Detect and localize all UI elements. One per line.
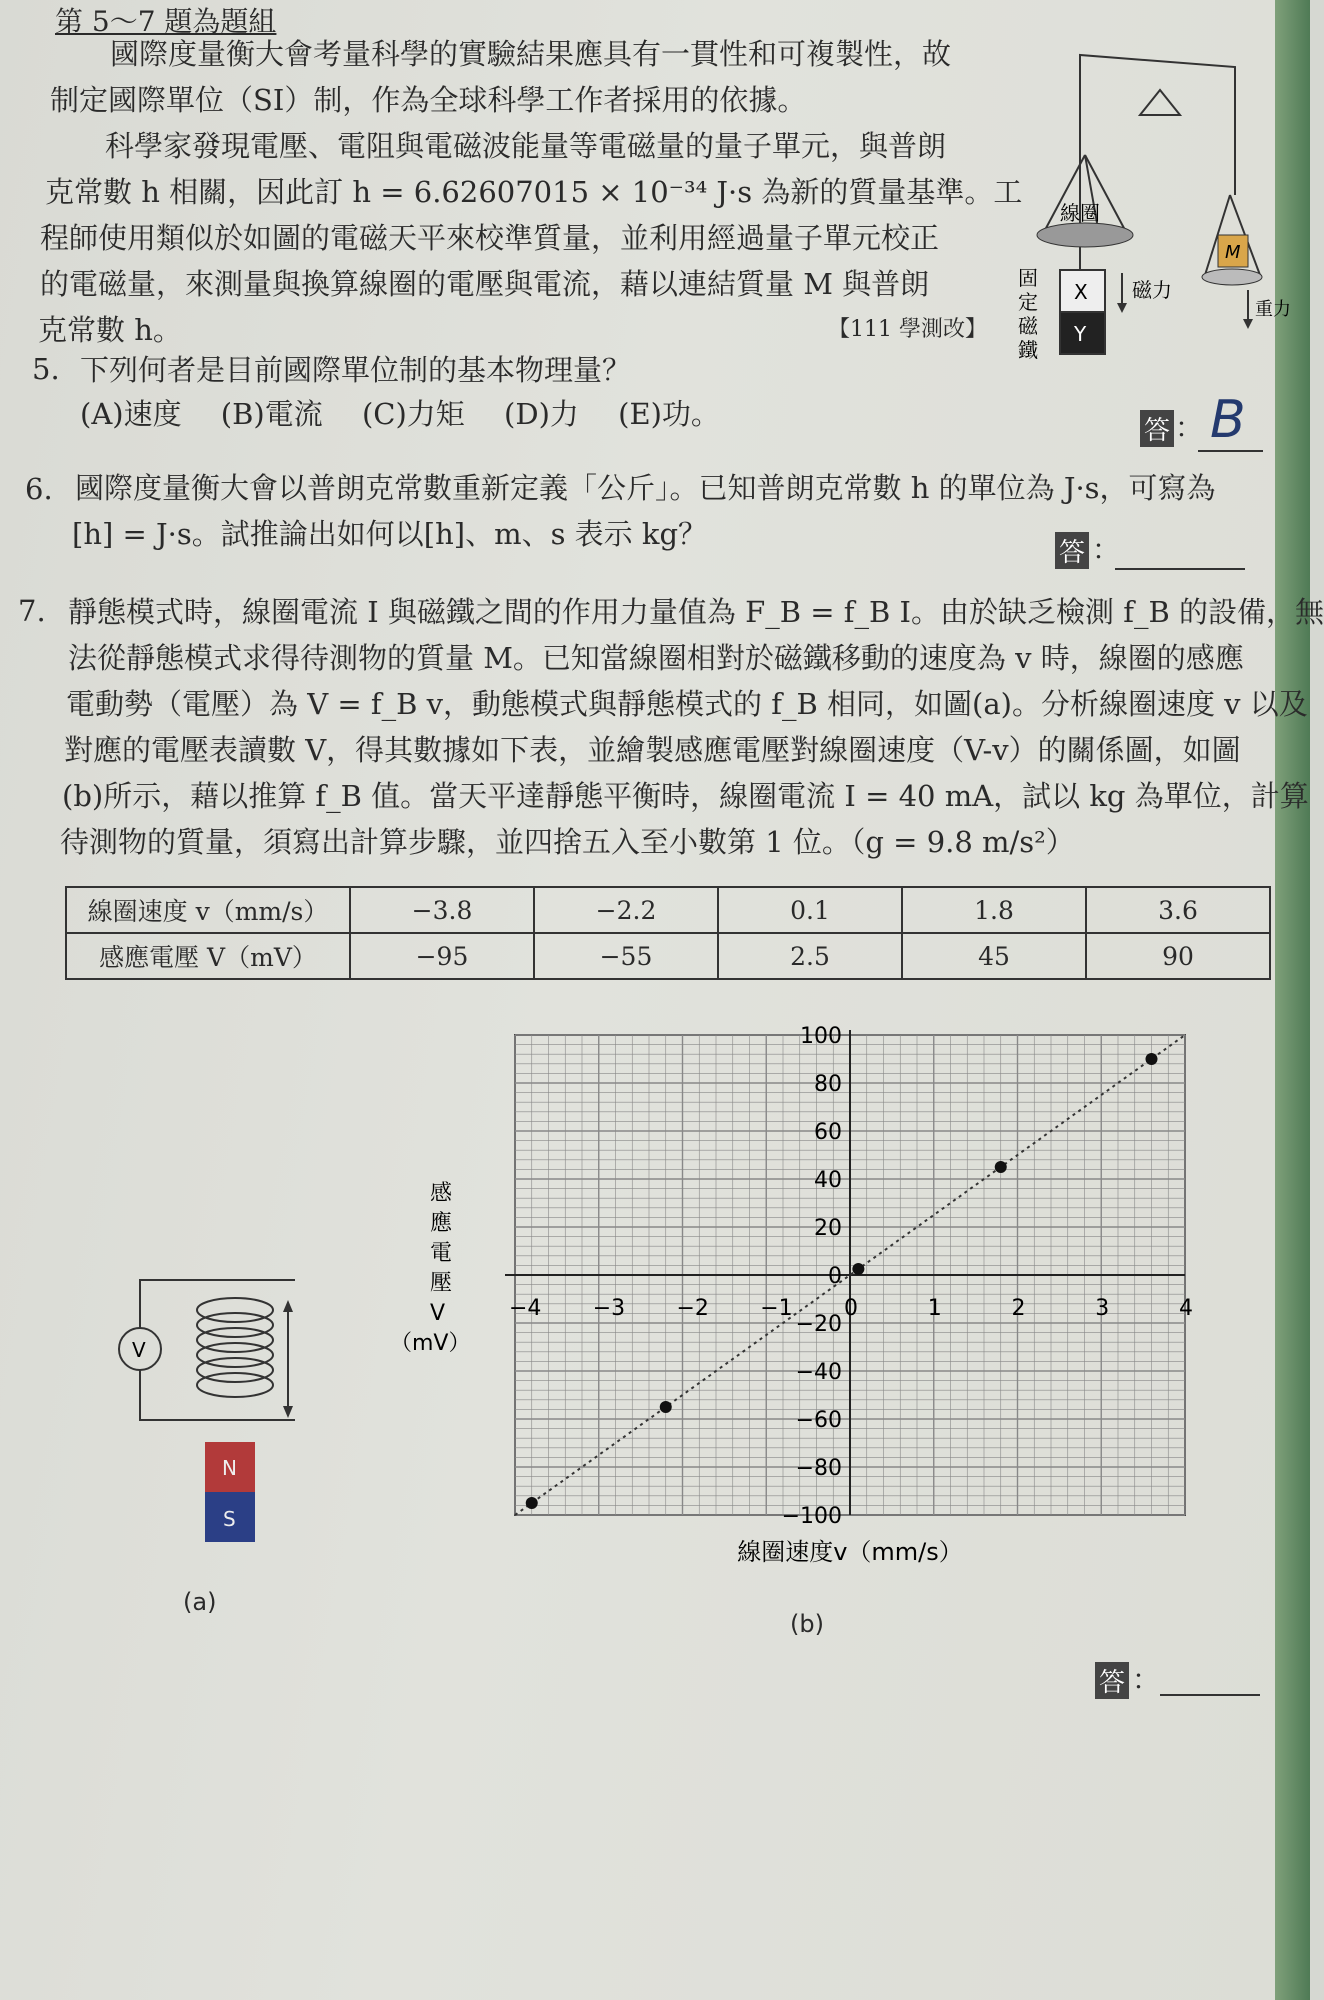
magnet-label-2: 定 bbox=[1018, 290, 1038, 314]
intro-line: 科學家發現電壓、電阻與電磁波能量等電磁量的量子單元，與普朗 bbox=[105, 129, 947, 163]
intro-line: 國際度量衡大會考量科學的實驗結果應具有一貫性和可複製性，故 bbox=[110, 37, 952, 71]
y-axis-label: 應 bbox=[430, 1211, 453, 1236]
figure-a-coil-circuit bbox=[95, 1270, 305, 1580]
y-tick-label: 20 bbox=[814, 1216, 842, 1241]
table-row-header: 感應電壓 V（mV） bbox=[66, 933, 350, 979]
magnet-y: Y bbox=[1074, 322, 1087, 346]
source-tag: 【111 學測改】 bbox=[828, 317, 987, 342]
y-tick-label: −80 bbox=[795, 1456, 842, 1481]
y-axis-label: （mV） bbox=[390, 1331, 471, 1356]
magnet-label-4: 鐵 bbox=[1018, 338, 1038, 362]
intro-line: 制定國際單位（SI）制，作為全球科學工作者採用的依據。 bbox=[50, 83, 807, 117]
coil-turns bbox=[197, 1298, 273, 1397]
q5-number: 5. bbox=[32, 352, 60, 386]
mass-label: M bbox=[1225, 242, 1241, 263]
intro-line: 程師使用類似於如圖的電磁天平來校準質量，並利用經過量子單元校正 bbox=[40, 221, 940, 255]
figure-b-caption: (b) bbox=[790, 1610, 824, 1638]
q5-answer-colon: ： bbox=[1175, 411, 1204, 444]
table-cell: −2.2 bbox=[534, 887, 718, 933]
magnetic-force-label: 磁力 bbox=[1132, 278, 1172, 302]
data-table bbox=[65, 886, 1271, 980]
q6-answer-label: 答 bbox=[1055, 532, 1089, 569]
choice-c[interactable]: (C)力矩 bbox=[361, 397, 465, 431]
table-cell: 45 bbox=[902, 933, 1086, 979]
y-axis-label: 壓 bbox=[430, 1271, 453, 1296]
y-axis-label: V bbox=[430, 1301, 446, 1326]
table-row bbox=[66, 887, 1270, 933]
q7-line: 靜態模式時，線圈電流 I 與磁鐵之間的作用力量值為 F_B = f_B I。由於缺乏檢測 f_B 的設備，無 bbox=[68, 595, 1324, 629]
y-tick-label: −20 bbox=[795, 1312, 842, 1337]
intro-line: 的電磁量，來測量與換算線圈的電壓與電流，藉以連結質量 M 與普朗 bbox=[40, 267, 930, 301]
q6-line: [h] = J·s。試推論出如何以[h]、m、s 表示 kg？ bbox=[72, 517, 708, 551]
table-cell: −55 bbox=[534, 933, 718, 979]
intro-line: 克常數 h 相關，因此訂 h = 6.62607015 × 10⁻³⁴ J·s 為新的質量基準。工 bbox=[45, 175, 1023, 209]
q7-answer-label: 答 bbox=[1095, 1662, 1129, 1699]
q6-line: 國際度量衡大會以普朗克常數重新定義「公斤」。已知普朗克常數 h 的單位為 J·s，可寫為 bbox=[75, 471, 1216, 505]
table-cell: 1.8 bbox=[902, 887, 1086, 933]
table-row-header: 線圈速度 v（mm/s） bbox=[66, 887, 350, 933]
x-tick-label: −4 bbox=[509, 1296, 542, 1321]
q5-choices bbox=[80, 392, 750, 436]
q7-line: 電動勢（電壓）為 V = f_B v，動態模式與靜態模式的 f_B 相同，如圖(a)。分析線圈速度 v 以及 bbox=[66, 687, 1308, 721]
magnet-label-3: 磁 bbox=[1018, 314, 1038, 338]
north-pole: N bbox=[222, 1456, 237, 1480]
data-point bbox=[852, 1263, 864, 1275]
table-cell: 90 bbox=[1086, 933, 1270, 979]
q7-line: (b)所示，藉以推算 f_B 值。當天平達靜態平衡時，線圈電流 I = 40 mA，試以 kg 為單位，計算 bbox=[62, 779, 1309, 813]
y-axis-label: 感 bbox=[430, 1181, 453, 1206]
x-tick-label: 1 bbox=[927, 1296, 942, 1321]
gravity-label: 重力 bbox=[1255, 299, 1291, 320]
y-axis-label: 電 bbox=[430, 1241, 453, 1266]
q5-answer-line[interactable] bbox=[1198, 450, 1263, 452]
q7-answer-line[interactable] bbox=[1160, 1694, 1260, 1696]
south-pole: S bbox=[223, 1507, 236, 1531]
table-cell: −3.8 bbox=[350, 887, 534, 933]
x-axis-label: 線圈速度v（mm/s） bbox=[737, 1538, 963, 1566]
q6-number: 6. bbox=[25, 472, 53, 506]
x-tick-label: 4 bbox=[1179, 1296, 1193, 1321]
data-point bbox=[995, 1161, 1007, 1173]
choice-d[interactable]: (D)力 bbox=[504, 397, 579, 431]
data-point bbox=[1146, 1053, 1158, 1065]
magnet-label-1: 固 bbox=[1018, 266, 1038, 290]
electromagnetic-balance-figure bbox=[1010, 45, 1291, 400]
y-tick-label: 60 bbox=[814, 1120, 842, 1145]
q5-handwritten-answer: B bbox=[1210, 390, 1246, 450]
q7-number: 7. bbox=[18, 594, 46, 628]
x-tick-label: −1 bbox=[760, 1296, 793, 1321]
q7-line: 對應的電壓表讀數 V，得其數據如下表，並繪製感應電壓對線圈速度（V-v）的關係圖，如圖 bbox=[64, 733, 1241, 767]
x-tick-label: −2 bbox=[676, 1296, 709, 1321]
choice-e[interactable]: (E)功。 bbox=[618, 397, 720, 431]
voltmeter-symbol: V bbox=[132, 1338, 146, 1362]
group-title: 第 5～7 題為題組 bbox=[55, 5, 277, 38]
x-tick-label: 0 bbox=[844, 1296, 858, 1321]
q6-answer-colon: ： bbox=[1092, 533, 1121, 566]
x-tick-label: 3 bbox=[1095, 1296, 1110, 1321]
q7-answer-colon: ： bbox=[1132, 1663, 1161, 1696]
x-tick-label: 2 bbox=[1011, 1296, 1026, 1321]
y-tick-label: −100 bbox=[781, 1504, 842, 1529]
table-cell: 0.1 bbox=[718, 887, 902, 933]
x-tick-label: −3 bbox=[592, 1296, 626, 1321]
magnet-x: X bbox=[1074, 280, 1088, 304]
y-tick-label: −40 bbox=[795, 1360, 842, 1385]
y-tick-label: −60 bbox=[795, 1408, 842, 1433]
y-tick-label: 0 bbox=[828, 1264, 842, 1289]
table-cell: 3.6 bbox=[1086, 887, 1270, 933]
figure-a-caption: (a) bbox=[183, 1588, 217, 1616]
y-tick-label: 100 bbox=[800, 1024, 842, 1049]
figure-b-vv-chart bbox=[380, 1015, 1200, 1575]
coil-label: 線圈 bbox=[1060, 201, 1100, 225]
choice-a[interactable]: (A)速度 bbox=[80, 397, 182, 431]
q5-text: 下列何者是目前國際單位制的基本物理量？ bbox=[80, 353, 632, 387]
q5-answer-label: 答 bbox=[1140, 410, 1174, 447]
choice-b[interactable]: (B)電流 bbox=[220, 397, 323, 431]
q7-line: 法從靜態模式求得待測物的質量 M。已知當線圈相對於磁鐵移動的速度為 v 時，線圈的感應 bbox=[68, 641, 1244, 675]
y-tick-label: 80 bbox=[814, 1072, 842, 1097]
table-cell: −95 bbox=[350, 933, 534, 979]
q6-answer-line[interactable] bbox=[1115, 568, 1245, 570]
table-row bbox=[66, 933, 1270, 979]
table-cell: 2.5 bbox=[718, 933, 902, 979]
data-point bbox=[526, 1497, 538, 1509]
y-tick-label: 40 bbox=[814, 1168, 842, 1193]
intro-line: 克常數 h。 bbox=[38, 313, 182, 347]
q7-line: 待測物的質量，須寫出計算步驟，並四捨五入至小數第 1 位。（g = 9.8 m/s²） bbox=[60, 825, 1075, 859]
data-point bbox=[660, 1401, 672, 1413]
